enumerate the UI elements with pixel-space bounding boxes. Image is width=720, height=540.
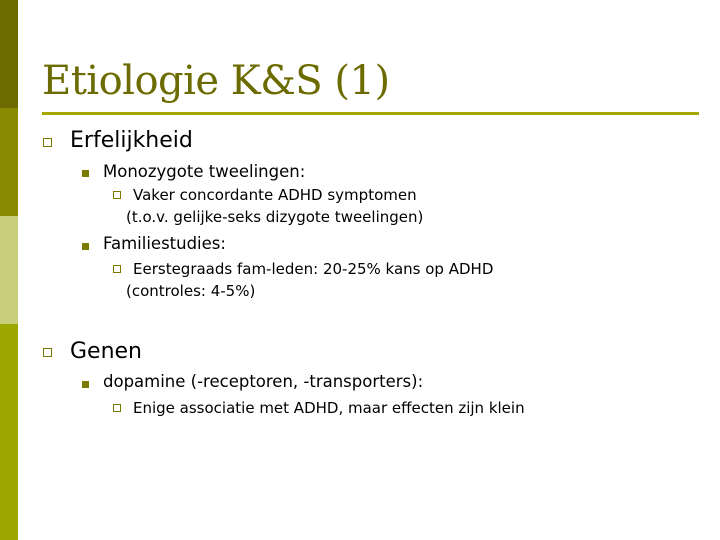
square-bullet-icon [43,138,52,147]
detail-line: Enige associatie met ADHD, maar effecten zijn klein [133,399,525,417]
detail-line: Eerstegraads fam-leden: 20-25% kans op ADHD [133,260,494,278]
square-bullet-icon [82,170,89,177]
detail-line: (t.o.v. gelijke-seks dizygote tweelingen) [126,208,424,226]
section-heading: Genen [70,339,143,364]
detail-line: (controles: 4-5%) [126,282,256,300]
square-bullet-icon [113,265,121,273]
title-underline [42,112,699,115]
detail-text [126,258,494,302]
square-bullet-icon [82,381,89,388]
detail-line: Vaker concordante ADHD symptomen [133,186,417,204]
sidebar-segment [0,216,18,324]
detail-text [133,397,525,419]
square-bullet-icon [43,348,52,357]
square-bullet-icon [82,243,89,250]
section-heading: Erfelijkheid [70,128,193,153]
detail-text [126,184,424,228]
square-bullet-icon [113,404,121,412]
subitem-label: Familiestudies: [103,234,226,253]
subitem-label: Monozygote tweelingen: [103,162,306,181]
sidebar-segment [0,324,18,540]
sidebar-decoration [0,0,18,540]
subitem-label: dopamine (-receptoren, -transporters): [103,372,424,391]
slide-title: Etiologie K&S (1) [42,58,390,104]
sidebar-segment [0,108,18,216]
square-bullet-icon [113,191,121,199]
sidebar-segment [0,0,18,108]
